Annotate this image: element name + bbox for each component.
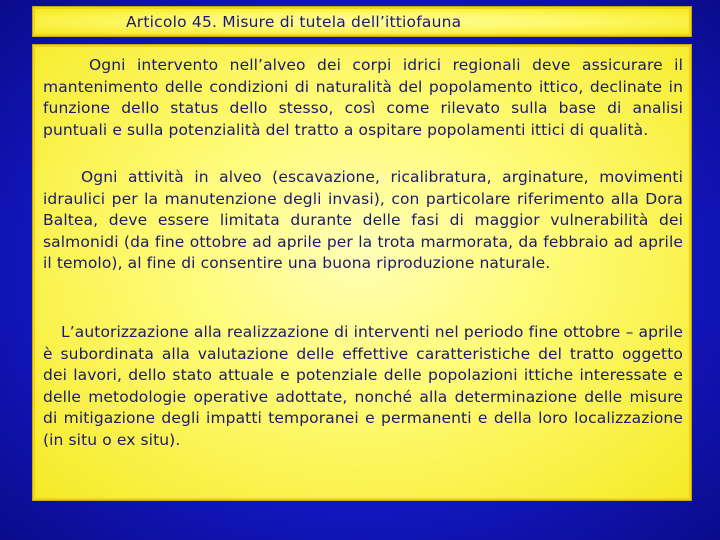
slide-title: Articolo 45. Misure di tutela dell’ittiofauna xyxy=(126,13,462,31)
paragraph-3: L’autorizzazione alla realizzazione di interventi nel periodo fine ottobre – aprile è subordinata alla valutazione delle effettive caratteristiche del tratto oggetto dei lavori, dello stato attuale e potenziale delle popolazioni ittiche interessate e delle metodologie operative adottate, nonché alla determinazione delle misure di mitigazione degli impatti temporanei e permanenti e della loro localizzazione (in situ o ex situ). xyxy=(43,323,683,449)
title-box xyxy=(33,7,691,36)
paragraph-2: Ogni attività in alveo (escavazione, ricalibratura, arginature, movimenti idraulici per la manutenzione degli invasi), con particolare riferimento alla Dora Baltea, deve essere limitata durante delle fasi di maggior vulnerabilità dei salmonidi (da fine ottobre ad aprile per la trota marmorata, da febbraio ad aprile il temolo), al fine di consentire una buona riproduzione naturale. xyxy=(43,168,683,272)
content-box xyxy=(33,45,691,500)
paragraph-1: Ogni intervento nell’alveo dei corpi idrici regionali deve assicurare il mantenimento delle condizioni di naturalità del popolamento ittico, declinate in funzione dello status dello stesso, così come rilevato sulla base di analisi puntuali e sulla potenzialità del tratto a ospitare popolamenti ittici di qualità. xyxy=(43,56,683,139)
